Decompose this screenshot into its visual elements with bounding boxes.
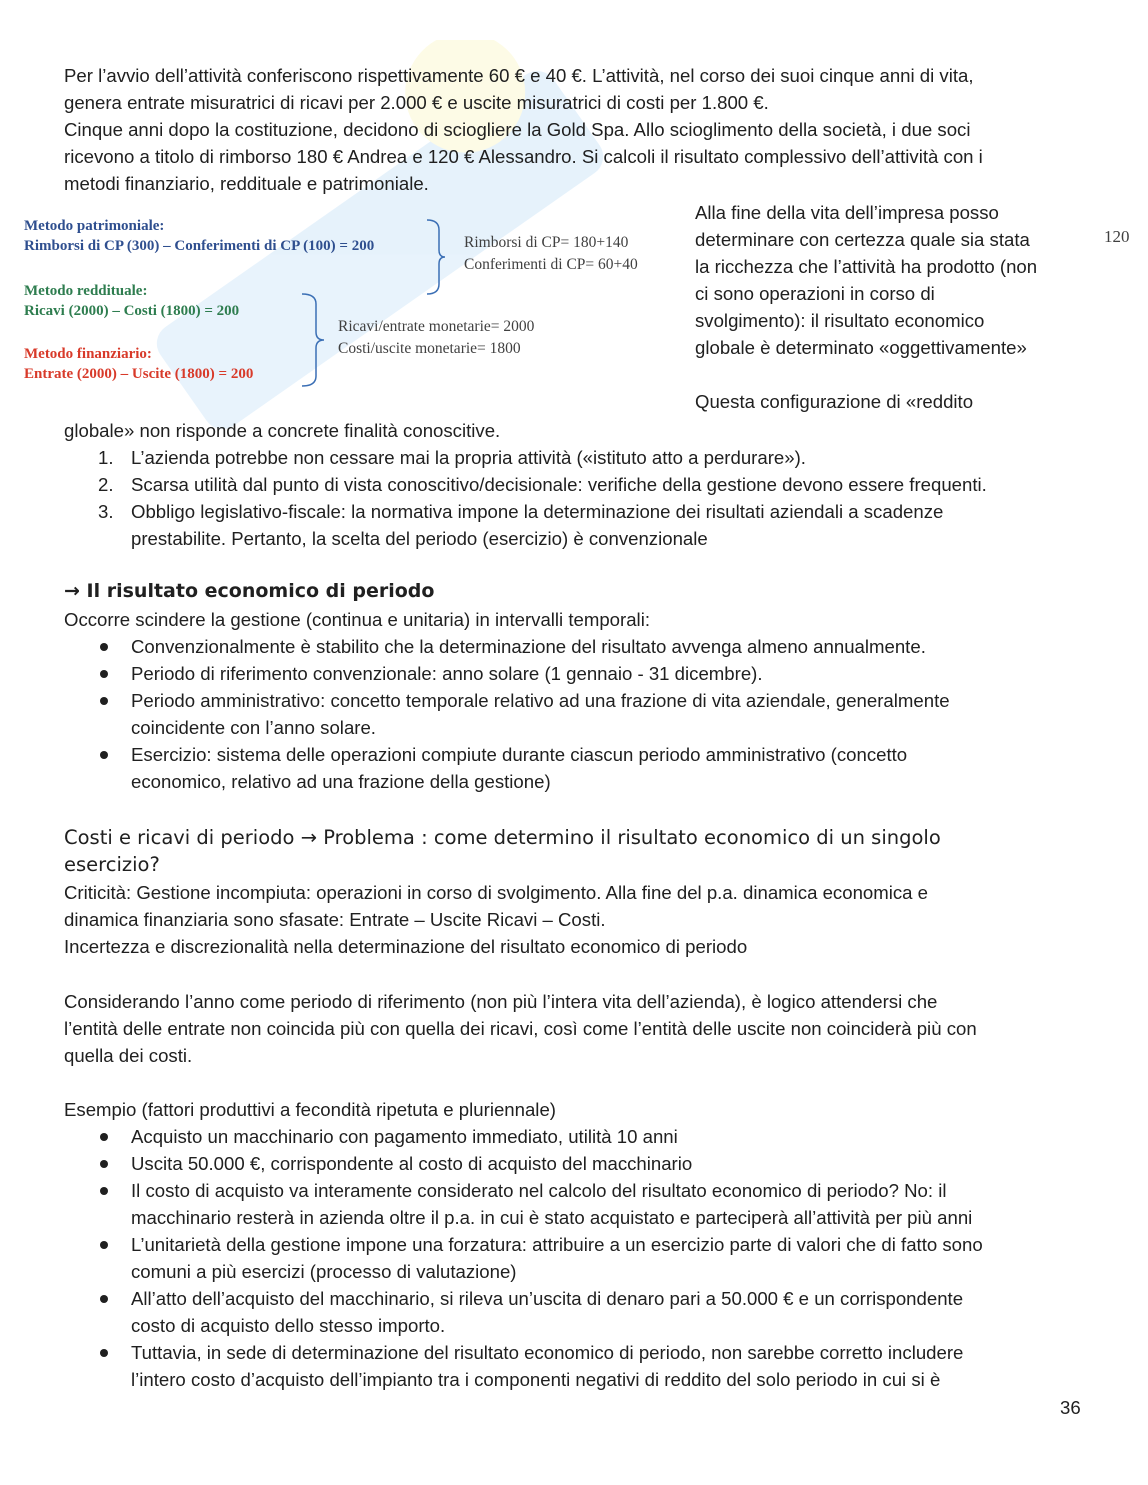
bullet-text: All’atto dell’acquisto del macchinario, si rileva un’uscita di denaro pari a 50.000 € e un corrispondente xyxy=(131,1288,964,1309)
bullet-text: l’intero costo d’acquisto dell’impianto tra i componenti negativi di reddito del solo periodo in cui si è xyxy=(131,1369,941,1390)
bullet-item xyxy=(64,633,1094,660)
considerando-line: quella dei costi. xyxy=(64,1045,193,1066)
section2-heading xyxy=(64,824,1064,878)
bullet-text: comuni a più esercizi (processo di valutazione) xyxy=(131,1261,517,1282)
bullet-text: Il costo di acquisto va interamente considerato nel calcolo del risultato economico di periodo? No: il xyxy=(131,1180,947,1201)
side-line: globale è determinato «oggettivamente» xyxy=(695,337,1027,358)
finanziario-block xyxy=(24,344,253,384)
bullet-text: costo di acquisto dello stesso importo. xyxy=(131,1315,446,1336)
reason-text: L’azienda potrebbe non cessare mai la propria attività («istituto atto a perdurare»). xyxy=(131,447,806,468)
bullet-text: Uscita 50.000 €, corrispondente al costo di acquisto del macchinario xyxy=(131,1153,693,1174)
intro-line: Per l’avvio dell’attività conferiscono rispettivamente 60 € e 40 €. L’attività, nel corso dei suoi cinque anni di vita, xyxy=(64,65,974,86)
intro-line: metodi finanziario, reddituale e patrimoniale. xyxy=(64,173,429,194)
bullet-dot xyxy=(100,1349,108,1357)
ricavi-note: Ricavi/entrate monetarie= 2000 xyxy=(338,318,535,335)
bullet-item xyxy=(64,1285,1094,1339)
reddituale-block xyxy=(24,281,239,321)
patrimoniale-notes xyxy=(464,232,638,276)
reason-text: Scarsa utilità dal punto di vista conoscitivo/decisionale: verifiche della gestione devono essere frequenti. xyxy=(131,474,987,495)
reddituale-formula: Ricavi (2000) – Costi (1800) = 200 xyxy=(24,303,240,319)
reddituale-title: Metodo reddituale: xyxy=(24,283,148,299)
reason-text: prestabilite. Pertanto, la scelta del periodo (esercizio) è convenzionale xyxy=(131,528,708,549)
brace-reddituale-finanziario xyxy=(300,292,326,388)
side-line: la ricchezza che l’attività ha prodotto (non xyxy=(695,256,1038,277)
example-bullets xyxy=(64,1123,1094,1393)
criticita-line: Criticità: Gestione incompiuta: operazioni in corso di svolgimento. Alla fine del p.a. dinamica economica e xyxy=(64,882,929,903)
example-title: Esempio (fattori produttivi a fecondità ripetuta e pluriennale) xyxy=(64,1099,556,1120)
reason-number: 2. xyxy=(98,474,114,495)
bullet-dot xyxy=(100,1241,108,1249)
considerando-line: l’entità delle entrate non coincida più con quella dei ricavi, così come l’entità delle uscite non coinciderà più con xyxy=(64,1018,977,1039)
side-config-line: Questa configurazione di «reddito xyxy=(695,391,974,412)
bullet-dot xyxy=(100,1295,108,1303)
bullet-item xyxy=(64,1339,1094,1393)
side-line: svolgimento): il risultato economico xyxy=(695,310,985,331)
reason-number: 1. xyxy=(98,447,114,468)
bullet-text: Periodo amministrativo: concetto temporale relativo ad una frazione di vita aziendale, generalmente xyxy=(131,690,950,711)
bullet-dot xyxy=(100,1133,108,1141)
intro-paragraph xyxy=(64,62,1094,197)
page-number: 36 xyxy=(1060,1397,1081,1418)
bullet-text: L’unitarietà della gestione impone una forzatura: attribuire a un esercizio parte di valori che di fatto sono xyxy=(131,1234,983,1255)
finanziario-formula: Entrate (2000) – Uscite (1800) = 200 xyxy=(24,366,254,382)
bullet-dot xyxy=(100,643,108,651)
reason-item xyxy=(64,498,1094,552)
bullet-item xyxy=(64,1123,1094,1150)
costi-note: Costi/uscite monetarie= 1800 xyxy=(338,340,521,357)
bullet-item xyxy=(64,1150,1094,1177)
section-heading: → Il risultato economico di periodo xyxy=(64,580,435,602)
bullet-text: coincidente con l’anno solare. xyxy=(131,717,376,738)
patrimoniale-block xyxy=(24,216,374,256)
considerando-paragraph xyxy=(64,988,1094,1069)
reddituale-notes xyxy=(338,316,534,360)
patrimoniale-formula: Rimborsi di CP (300) – Conferimenti di CP (100) = 200 xyxy=(24,238,375,254)
bullet-text: macchinario resterà in azienda oltre il p.a. in cui è stato acquistato e parteciperà all’attività per più anni xyxy=(131,1207,973,1228)
criticita-line: Incertezza e discrezionalità nella determinazione del risultato economico di periodo xyxy=(64,936,748,957)
reason-item xyxy=(64,471,1094,498)
bullet-item xyxy=(64,1231,1094,1285)
bullet-text: Esercizio: sistema delle operazioni compiute durante ciascun periodo amministrativo (concetto xyxy=(131,744,908,765)
side-number: 120 xyxy=(1104,227,1130,246)
intro-line: genera entrate misuratrici di ricavi per 2.000 € e uscite misuratrici di costi per 1.800 €. xyxy=(64,92,769,113)
side-line: Alla fine della vita dell’impresa posso xyxy=(695,202,999,223)
side-line: ci sono operazioni in corso di xyxy=(695,283,935,304)
section2-heading-line: Costi e ricavi di periodo → Problema : come determino il risultato economico di un singolo xyxy=(64,826,941,849)
section2-heading-line: esercizio? xyxy=(64,853,160,876)
considerando-line: Considerando l’anno come periodo di riferimento (non più l’intera vita dell’azienda), è logico attendersi che xyxy=(64,991,938,1012)
bullet-item xyxy=(64,1177,1094,1231)
criticita-paragraph xyxy=(64,879,1094,960)
bullet-dot xyxy=(100,1187,108,1195)
criticita-line: dinamica finanziaria sono sfasate: Entrate – Uscite Ricavi – Costi. xyxy=(64,909,606,930)
bullet-text: Tuttavia, in sede di determinazione del risultato economico di periodo, non sarebbe corretto includere xyxy=(131,1342,964,1363)
reasons-list xyxy=(64,444,1094,552)
bullet-dot xyxy=(100,670,108,678)
config-continuation: globale» non risponde a concrete finalità conoscitive. xyxy=(64,420,501,441)
bullet-item xyxy=(64,741,1094,795)
intro-line: Cinque anni dopo la costituzione, decidono di sciogliere la Gold Spa. Allo scioglimento della società, i due soci xyxy=(64,119,971,140)
reason-number: 3. xyxy=(98,501,114,522)
bullet-text: Periodo di riferimento convenzionale: anno solare (1 gennaio - 31 dicembre). xyxy=(131,663,763,684)
side-line: determinare con certezza quale sia stata xyxy=(695,229,1030,250)
bullet-dot xyxy=(100,697,108,705)
brace-patrimoniale xyxy=(425,218,447,296)
intro-line: ricevono a titolo di rimborso 180 € Andrea e 120 € Alessandro. Si calcoli il risultato complessivo dell’attività con i xyxy=(64,146,983,167)
section1-intro: Occorre scindere la gestione (continua e unitaria) in intervalli temporali: xyxy=(64,609,650,630)
reason-item xyxy=(64,444,1094,471)
bullet-text: Acquisto un macchinario con pagamento immediato, utilità 10 anni xyxy=(131,1126,678,1147)
patrimoniale-title: Metodo patrimoniale: xyxy=(24,218,165,234)
bullet-dot xyxy=(100,751,108,759)
rimborsi-note: Rimborsi di CP= 180+140 xyxy=(464,234,629,251)
reason-text: Obbligo legislativo-fiscale: la normativa impone la determinazione dei risultati aziendali a scadenze xyxy=(131,501,944,522)
bullet-dot xyxy=(100,1160,108,1168)
side-text xyxy=(695,199,1090,415)
section1-bullets xyxy=(64,633,1094,795)
bullet-text: Convenzionalmente è stabilito che la determinazione del risultato avvenga almeno annualmente. xyxy=(131,636,926,657)
conferimenti-note: Conferimenti di CP= 60+40 xyxy=(464,256,638,273)
bullet-item xyxy=(64,660,1094,687)
finanziario-title: Metodo finanziario: xyxy=(24,346,152,362)
bullet-item xyxy=(64,687,1094,741)
bullet-text: economico, relativo ad una frazione della gestione) xyxy=(131,771,551,792)
